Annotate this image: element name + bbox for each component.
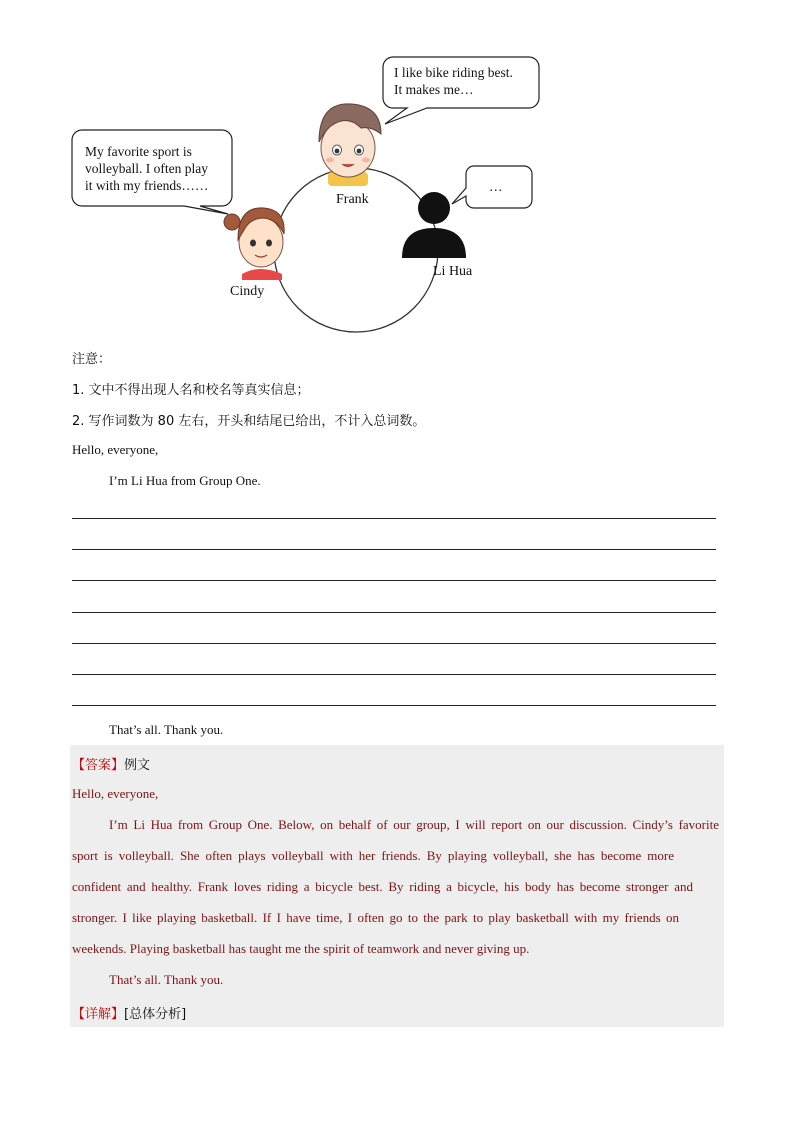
answer-line: weekends. Playing basketball has taught me the spirit of teamwork and never giving up. [72, 941, 530, 956]
notes-heading: 注意： [72, 352, 112, 367]
answer-line: I’m Li Hua from Group One. Below, on behalf of our group, I will report on our discussion. Cindy’s favorite [109, 817, 719, 832]
answer-closing: That’s all. Thank you. [109, 972, 224, 987]
lihua-bubble-text: … [489, 179, 503, 194]
discussion-illustration [60, 50, 550, 340]
answer-label-text: 例文 [124, 758, 151, 773]
writing-line [72, 549, 716, 550]
frank-name-label: Frank [336, 192, 369, 207]
answer-label [72, 754, 150, 773]
answer-greeting: Hello, everyone, [72, 786, 159, 801]
detail-label [72, 1003, 186, 1022]
answer-line: sport is volleyball. She often plays volleyball with her friends. By playing volleyball, she has become more [72, 848, 674, 863]
answer-line: stronger. I like playing basketball. If I have time, I often go to the park to play basketball with my friends on [72, 910, 679, 925]
answer-bracket-label: 【答案】 [72, 758, 125, 773]
answer-line: confident and healthy. Frank loves riding a bicycle best. By riding a bicycle, his body has become stronger and [72, 879, 693, 894]
frank-bubble-line: It makes me… [394, 82, 474, 97]
frank-bubble-line: I like bike riding best. [394, 65, 513, 80]
essay-greeting: Hello, everyone, [72, 442, 159, 457]
lihua-name-label: Li Hua [433, 264, 473, 279]
cindy-name-label: Cindy [230, 284, 265, 299]
writing-line [72, 643, 716, 644]
cindy-bubble-line: volleyball. I often play [85, 161, 208, 176]
essay-closing: That’s all. Thank you. [109, 722, 224, 737]
notes-item-2: 2. 写作词数为 80 左右，开头和结尾已给出，不计入总词数。 [72, 414, 426, 429]
notes-item-1: 1. 文中不得出现人名和校名等真实信息； [72, 383, 310, 398]
detail-bracket-label: 【详解】 [72, 1007, 125, 1022]
writing-line [72, 518, 716, 519]
essay-intro: I’m Li Hua from Group One. [109, 473, 261, 488]
frank-avatar [319, 104, 381, 186]
writing-line [72, 674, 716, 675]
writing-line [72, 612, 716, 613]
cindy-bubble-line: it with my friends…… [85, 178, 209, 193]
cindy-avatar [224, 208, 284, 280]
cindy-bubble-line: My favorite sport is [85, 144, 192, 159]
cindy-bubble-text [85, 143, 208, 194]
detail-label-text: [总体分析] [124, 1007, 187, 1022]
frank-bubble-text [394, 64, 513, 98]
writing-line [72, 580, 716, 581]
writing-line [72, 705, 716, 706]
